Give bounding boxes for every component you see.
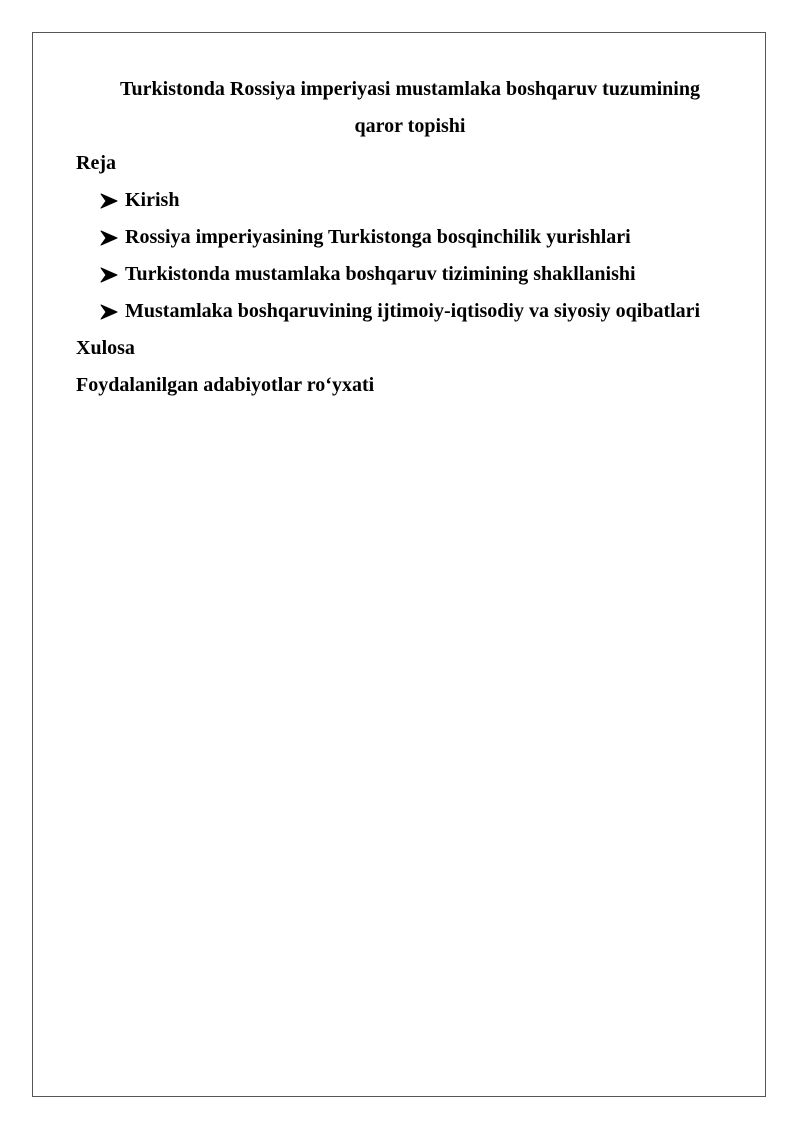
arrow-bullet-icon <box>100 304 118 320</box>
plan-item-label: Rossiya imperiyasining Turkistonga bosqinchilik yurishlari <box>125 226 631 248</box>
plan-list <box>100 182 700 330</box>
list-item <box>100 182 700 219</box>
document-title <box>60 71 760 145</box>
title-line-2: qaror topishi <box>354 115 466 137</box>
list-item <box>100 256 700 293</box>
references-heading: Foydalanilgan adabiyotlar ro‘yxati <box>76 374 375 396</box>
list-item <box>100 293 700 330</box>
arrow-bullet-icon <box>100 230 118 246</box>
plan-heading: Reja <box>76 152 116 174</box>
plan-item-label: Kirish <box>125 189 180 211</box>
arrow-bullet-icon <box>100 267 118 283</box>
title-line-1: Turkistonda Rossiya imperiyasi mustamlaka boshqaruv tuzumining <box>120 78 700 100</box>
plan-item-label: Turkistonda mustamlaka boshqaruv tizimining shakllanishi <box>125 263 636 285</box>
arrow-bullet-icon <box>100 193 118 209</box>
list-item <box>100 219 700 256</box>
plan-item-label: Mustamlaka boshqaruvining ijtimoiy-iqtisodiy va siyosiy oqibatlari <box>125 300 701 322</box>
conclusion-heading: Xulosa <box>76 337 135 359</box>
